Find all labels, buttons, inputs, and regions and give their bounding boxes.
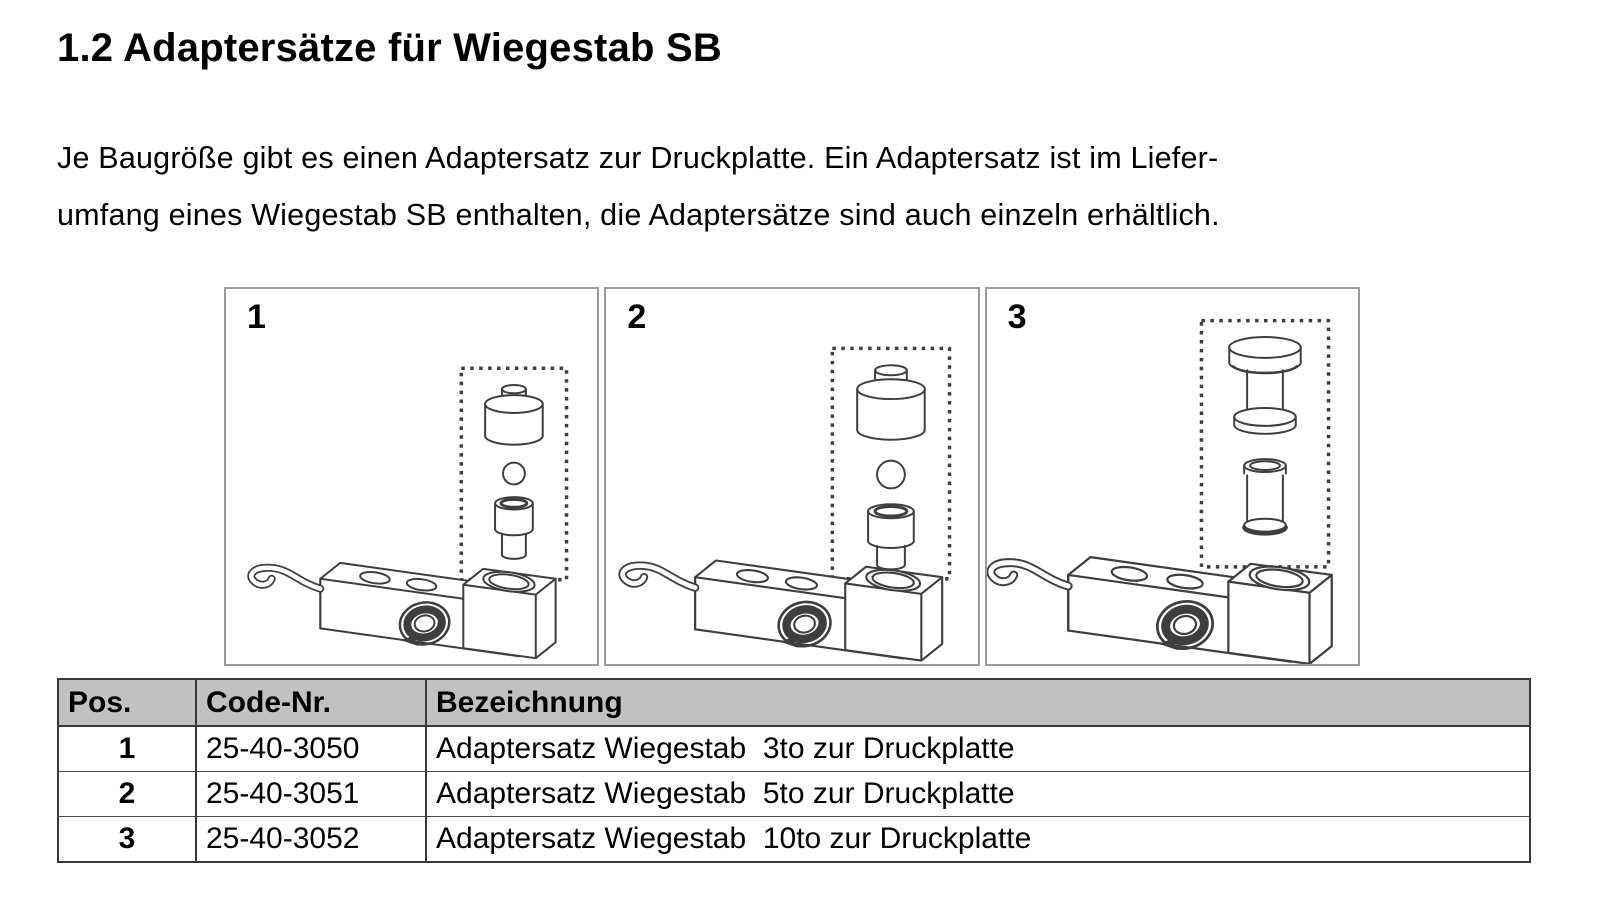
adapter-ball-part (877, 461, 905, 489)
adapter-sleeve-part (1244, 459, 1286, 533)
load-cell-body (623, 560, 943, 660)
cell-pos: 2 (58, 772, 196, 817)
adapter-pin-part (1229, 337, 1300, 434)
load-cell-body (991, 557, 1332, 664)
cell-name: Adaptersatz Wiegestab 5to zur Druckplatte (426, 772, 1530, 817)
intro-paragraph-line-2: umfang eines Wiegestab SB enthalten, die Adaptersätze sind auch einzeln erhältlich. (57, 198, 1220, 232)
panel-number-2: 2 (627, 298, 647, 336)
cell-code: 25-40-3051 (196, 772, 426, 817)
table-row (58, 772, 1530, 817)
header-code: Code-Nr. (196, 679, 426, 726)
adapter-socket-part (868, 504, 914, 569)
adapter-socket-part (495, 497, 533, 559)
adapter-sets-figure (224, 287, 1360, 666)
load-cell-drawing-1 (226, 289, 597, 664)
cell-code: 25-40-3052 (196, 817, 426, 863)
header-name: Bezeichnung (426, 679, 1530, 726)
load-cell-drawing-3 (987, 289, 1358, 664)
panel-number-1: 1 (247, 298, 266, 336)
intro-paragraph (57, 130, 1557, 244)
cell-code: 25-40-3050 (196, 726, 426, 772)
intro-paragraph-line-1: Je Baugröße gibt es einen Adaptersatz zur Druckplatte. Ein Adaptersatz ist im Liefer- (57, 141, 1219, 175)
parts-table-header-row (58, 679, 1530, 726)
figure-panel-1 (224, 287, 599, 666)
panel-number-3: 3 (1007, 298, 1027, 336)
cell-pos: 3 (58, 817, 196, 863)
figure-panel-3 (985, 287, 1360, 666)
cell-pos: 1 (58, 726, 196, 772)
adapter-cap-part (858, 365, 926, 439)
header-pos: Pos. (58, 679, 196, 726)
figure-panel-2 (604, 287, 979, 666)
parts-table (57, 678, 1531, 863)
table-row (58, 817, 1530, 863)
adapter-cap-part (485, 385, 543, 445)
table-row (58, 726, 1530, 772)
cell-name: Adaptersatz Wiegestab 3to zur Druckplatte (426, 726, 1530, 772)
section-heading: 1.2 Adaptersätze für Wiegestab SB (57, 26, 722, 70)
adapter-ball-part (503, 463, 525, 485)
load-cell-drawing-2 (606, 289, 977, 664)
cell-name: Adaptersatz Wiegestab 10to zur Druckplatte (426, 817, 1530, 863)
load-cell-body (251, 563, 555, 658)
